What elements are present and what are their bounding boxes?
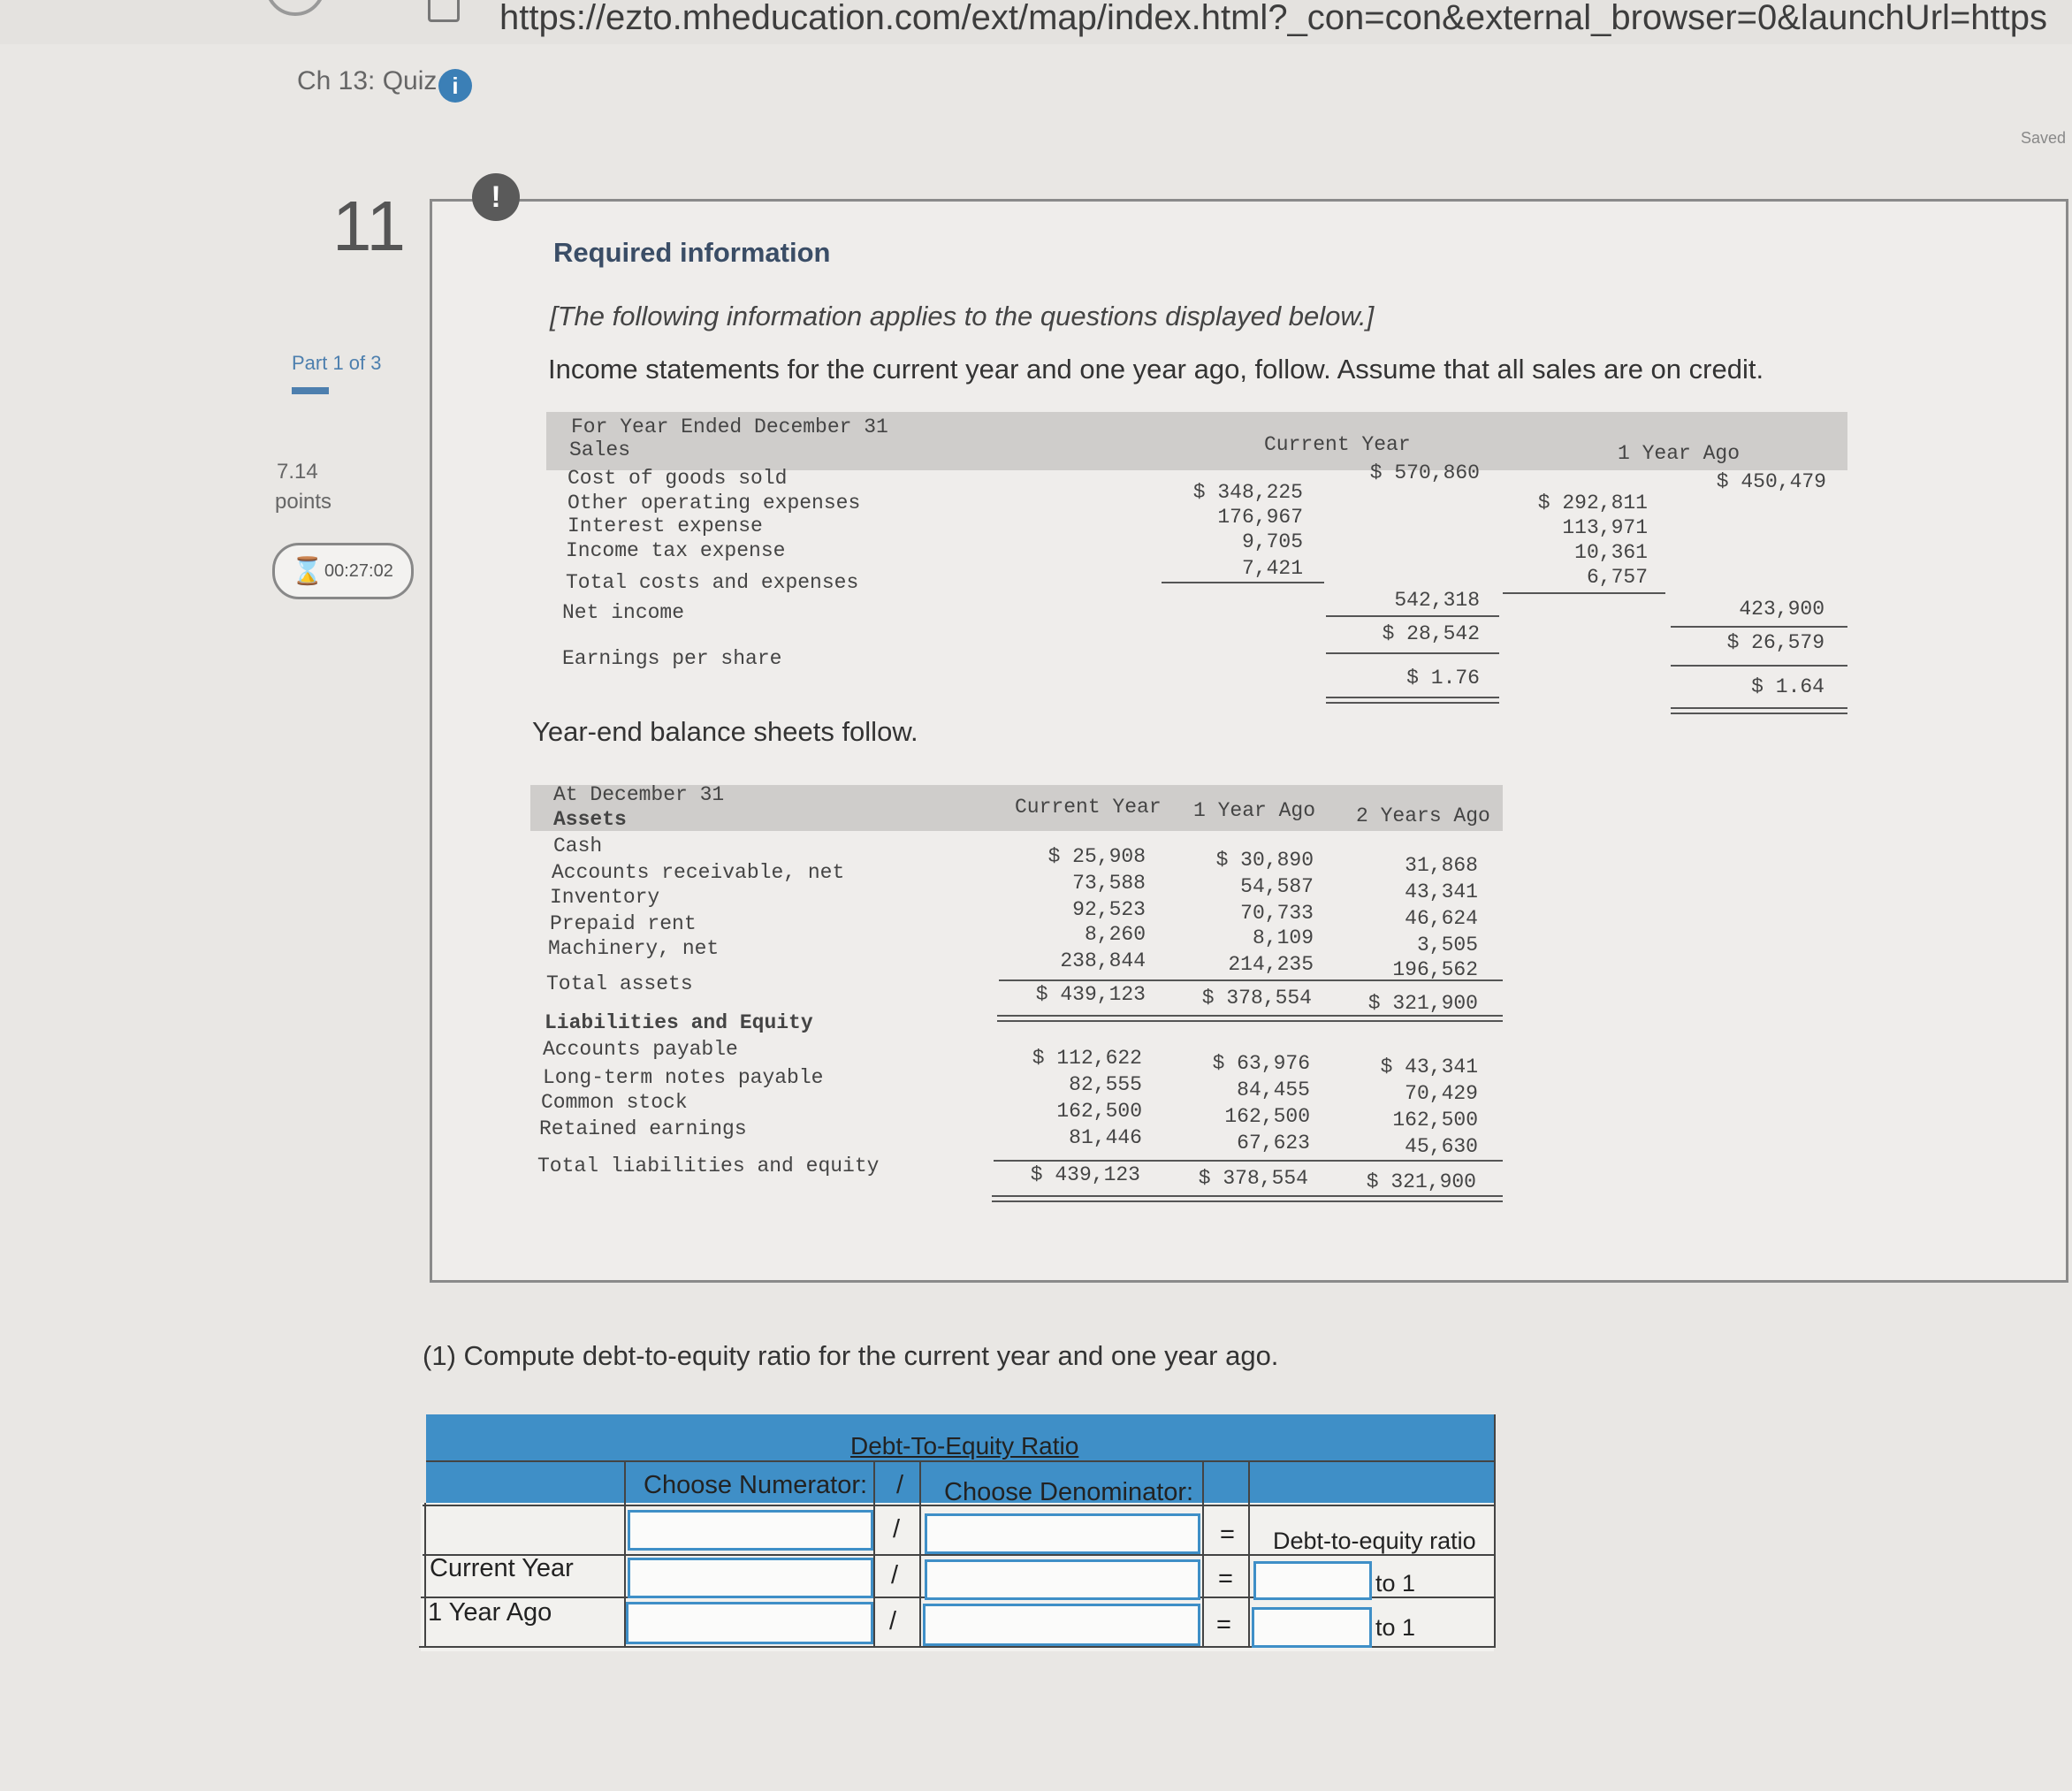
grid-line — [1248, 1460, 1250, 1648]
points-label: points — [275, 490, 332, 514]
net-income-ago: $ 26,579 — [1726, 631, 1824, 654]
liab-label: Long-term notes payable — [543, 1066, 824, 1089]
expense-current: 176,967 — [1217, 506, 1303, 529]
required-info-note: [The following information applies to the questions displayed below.] — [550, 301, 1375, 332]
asset-current: 92,523 — [1072, 898, 1146, 921]
asset-label: Prepaid rent — [550, 912, 697, 935]
total-liab-1yr: $ 378,554 — [1198, 1167, 1308, 1190]
denominator-input-1-year-ago[interactable] — [923, 1604, 1200, 1646]
asset-current: 73,588 — [1072, 872, 1146, 895]
liab-current: $ 112,622 — [1032, 1047, 1142, 1070]
question-number: 11 — [332, 187, 407, 265]
double-rule — [1326, 697, 1499, 704]
eps-label: Earnings per share — [562, 647, 782, 670]
income-col-ago: 1 Year Ago — [1618, 442, 1741, 465]
total-assets-2yr: $ 321,900 — [1367, 992, 1478, 1015]
expense-current: 7,421 — [1241, 557, 1303, 580]
assets-label: Assets — [553, 808, 627, 831]
browser-url-bar[interactable] — [0, 0, 2072, 44]
denominator-header: Choose Denominator: — [944, 1478, 1194, 1506]
result-header: Debt-to-equity ratio — [1273, 1528, 1476, 1554]
balance-col-current: Current Year — [1015, 796, 1162, 819]
liab-1yr: 84,455 — [1237, 1078, 1310, 1101]
double-rule — [997, 1015, 1503, 1022]
rule — [1326, 615, 1499, 617]
numerator-input-1-year-ago[interactable] — [626, 1602, 873, 1644]
total-liab-label: Total liabilities and equity — [537, 1155, 880, 1177]
sales-label: Sales — [569, 438, 631, 461]
expense-current: $ 348,225 — [1192, 481, 1303, 504]
liab-current: 162,500 — [1056, 1100, 1142, 1123]
grid-line — [873, 1460, 875, 1648]
row-label-1-year-ago: 1 Year Ago — [428, 1598, 552, 1627]
grid-line — [423, 1505, 1496, 1506]
rule — [994, 1160, 1503, 1162]
rule — [1671, 665, 1847, 667]
rule — [1326, 652, 1499, 654]
asset-1yr: 8,109 — [1252, 926, 1314, 949]
total-liab-2yr: $ 321,900 — [1366, 1170, 1476, 1193]
expense-label: Other operating expenses — [568, 492, 861, 514]
balance-header: At December 31 — [553, 783, 725, 806]
numerator-input-current-year[interactable] — [628, 1558, 873, 1598]
hourglass-icon: ⌛ — [291, 557, 324, 586]
equals: = — [1218, 1565, 1233, 1593]
total-assets-1yr: $ 378,554 — [1201, 987, 1312, 1010]
rule — [1162, 582, 1324, 583]
ratio-suffix: to 1 — [1375, 1614, 1416, 1641]
expense-current: 9,705 — [1241, 530, 1303, 553]
answer-table-title: Debt-To-Equity Ratio — [850, 1432, 1079, 1459]
asset-2yr: 43,341 — [1405, 880, 1478, 903]
expense-ago: $ 292,811 — [1537, 492, 1648, 514]
balance-col-2yr: 2 Years Ago — [1356, 804, 1490, 827]
asset-current: 238,844 — [1060, 949, 1146, 972]
grid-line — [919, 1460, 921, 1648]
liab-label: Common stock — [541, 1091, 688, 1114]
part-progress-bar — [292, 387, 329, 394]
expense-label: Income tax expense — [566, 539, 786, 562]
liab-1yr: 162,500 — [1224, 1105, 1310, 1128]
denominator-header-input[interactable] — [925, 1513, 1200, 1554]
total-assets-label: Total assets — [546, 972, 693, 995]
quiz-title: Ch 13: Quiz — [297, 66, 438, 95]
numerator-header-input[interactable] — [628, 1510, 873, 1551]
asset-label: Accounts receivable, net — [552, 861, 845, 884]
row-label-current-year: Current Year — [430, 1554, 574, 1582]
asset-1yr: 70,733 — [1240, 902, 1314, 925]
income-col-current: Current Year — [1264, 433, 1411, 456]
total-liab-current: $ 439,123 — [1030, 1163, 1140, 1186]
timer-text: 00:27:02 — [324, 561, 393, 581]
ratio-suffix: to 1 — [1375, 1570, 1416, 1597]
total-assets-current: $ 439,123 — [1035, 983, 1146, 1006]
balance-col-1yr: 1 Year Ago — [1193, 799, 1316, 822]
grid-line — [1202, 1460, 1204, 1648]
liab-2yr: 162,500 — [1392, 1109, 1478, 1132]
asset-1yr: $ 30,890 — [1215, 849, 1314, 872]
total-costs-current: 542,318 — [1394, 589, 1480, 612]
grid-line — [1494, 1414, 1496, 1648]
rule — [1671, 626, 1847, 628]
sales-current: $ 570,860 — [1369, 461, 1480, 484]
required-info-heading: Required information — [553, 237, 831, 268]
liab-2yr: 45,630 — [1405, 1135, 1478, 1158]
ratio-input-1-year-ago[interactable] — [1252, 1607, 1372, 1648]
liab-1yr: $ 63,976 — [1212, 1052, 1310, 1075]
asset-current: $ 25,908 — [1047, 845, 1146, 868]
slash-header: / — [896, 1471, 904, 1499]
liab-label: Accounts payable — [543, 1038, 738, 1061]
liab-current: 81,446 — [1069, 1126, 1142, 1149]
page-icon — [428, 0, 460, 22]
net-income-label: Net income — [562, 601, 685, 624]
equals: = — [1216, 1611, 1231, 1639]
liab-label: Retained earnings — [539, 1117, 747, 1140]
liab-current: 82,555 — [1069, 1073, 1142, 1096]
net-income-current: $ 28,542 — [1382, 622, 1480, 645]
grid-line — [424, 1503, 426, 1648]
expense-label: Cost of goods sold — [568, 467, 788, 490]
timer[interactable] — [272, 543, 414, 599]
rule — [1503, 592, 1665, 594]
asset-1yr: 54,587 — [1240, 875, 1314, 898]
double-rule — [1671, 707, 1847, 714]
reload-icon[interactable] — [265, 0, 325, 16]
eps-current: $ 1.76 — [1406, 667, 1480, 690]
expense-ago: 6,757 — [1586, 566, 1648, 589]
equals: = — [1220, 1520, 1235, 1549]
asset-label: Inventory — [550, 886, 660, 909]
ratio-input-current-year[interactable] — [1253, 1561, 1372, 1600]
denominator-input-current-year[interactable] — [925, 1559, 1200, 1600]
info-icon[interactable]: i — [438, 69, 472, 103]
slash: / — [891, 1561, 899, 1589]
question-text: (1) Compute debt-to-equity ratio for the current year and one year ago. — [423, 1340, 1279, 1371]
grid-line — [426, 1460, 1496, 1462]
liab-2yr: 70,429 — [1405, 1082, 1478, 1105]
expense-ago: 113,971 — [1562, 516, 1648, 539]
expense-label: Interest expense — [568, 514, 763, 537]
asset-label: Cash — [553, 835, 603, 857]
income-statement-intro: Income statements for the current year and one year ago, follow. Assume that all sales are on credit. — [548, 354, 1764, 385]
alert-icon: ! — [472, 173, 520, 221]
total-costs-ago: 423,900 — [1739, 598, 1824, 621]
asset-label: Machinery, net — [548, 937, 720, 960]
expense-ago: 10,361 — [1574, 541, 1648, 564]
balance-sheet-intro: Year-end balance sheets follow. — [532, 716, 918, 747]
asset-current: 8,260 — [1084, 923, 1146, 946]
asset-1yr: 214,235 — [1228, 953, 1314, 976]
liab-1yr: 67,623 — [1237, 1132, 1310, 1155]
liab-2yr: $ 43,341 — [1380, 1056, 1478, 1078]
asset-2yr: 31,868 — [1405, 854, 1478, 877]
saved-status: Saved — [2021, 129, 2067, 147]
slash: / — [893, 1515, 901, 1543]
sales-ago: $ 450,479 — [1716, 470, 1826, 493]
asset-2yr: 46,624 — [1405, 907, 1478, 930]
url-text[interactable]: https://ezto.mheducation.com/ext/map/index.html?_con=con&external_browser=0&launchUrl=https — [499, 0, 2047, 37]
slash: / — [889, 1607, 897, 1635]
asset-2yr: 196,562 — [1392, 958, 1478, 981]
double-rule — [992, 1195, 1503, 1202]
asset-2yr: 3,505 — [1416, 934, 1478, 956]
total-costs-label: Total costs and expenses — [566, 571, 859, 594]
income-header: For Year Ended December 31 — [571, 415, 888, 438]
numerator-header: Choose Numerator: — [644, 1471, 868, 1499]
rule — [999, 979, 1503, 981]
eps-ago: $ 1.64 — [1751, 675, 1824, 698]
part-label: Part 1 of 3 — [292, 352, 382, 374]
liabilities-equity-label: Liabilities and Equity — [545, 1011, 813, 1034]
points-value: 7.14 — [277, 460, 318, 484]
